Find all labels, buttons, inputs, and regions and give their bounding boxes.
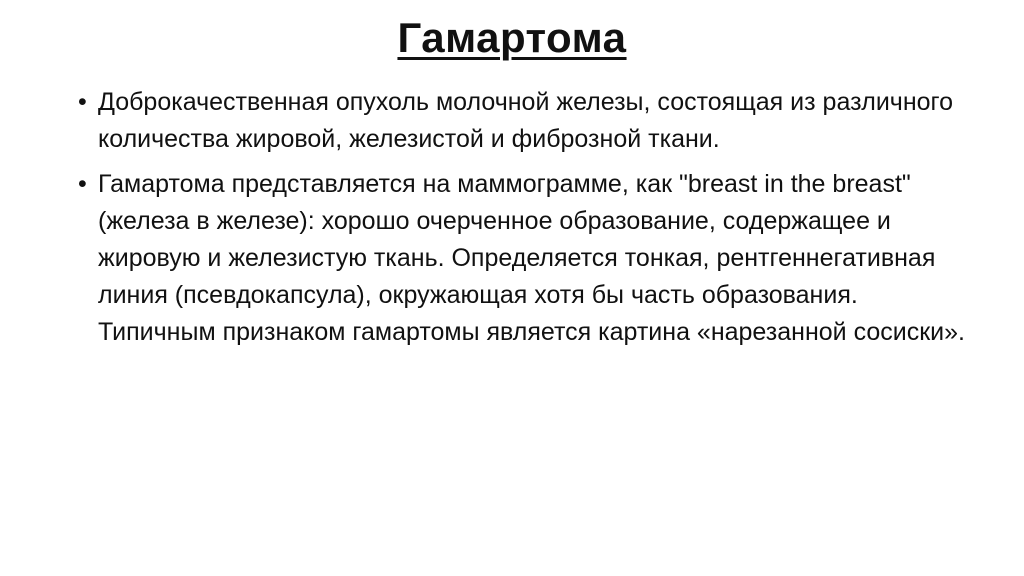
slide-title-text: Гамартома — [397, 14, 627, 61]
bullet-list — [78, 84, 978, 359]
bullet-text-1: Доброкачественная опухоль молочной железы, состоящая из различного количества жировой, железистой и фиброзной ткани. — [98, 88, 954, 153]
bullet-text-2: Гамартома представляется на маммограмме, как "breast in the breast" (железа в железе): хорошо очерченное образование, содержащее и жировую и железистую ткань. Определяется тонкая, рентгеннегативная линия (псевдокапсула), окружающая хотя бы часть образования. Типичным признаком гамартомы является картина «нарезанной сосиски». — [98, 170, 965, 346]
bullet-item-2 — [78, 166, 978, 351]
bullet-item-1 — [78, 84, 978, 158]
bullet-marker: • — [78, 170, 87, 198]
bullet-marker: • — [78, 88, 87, 116]
slide-title — [0, 10, 1024, 66]
